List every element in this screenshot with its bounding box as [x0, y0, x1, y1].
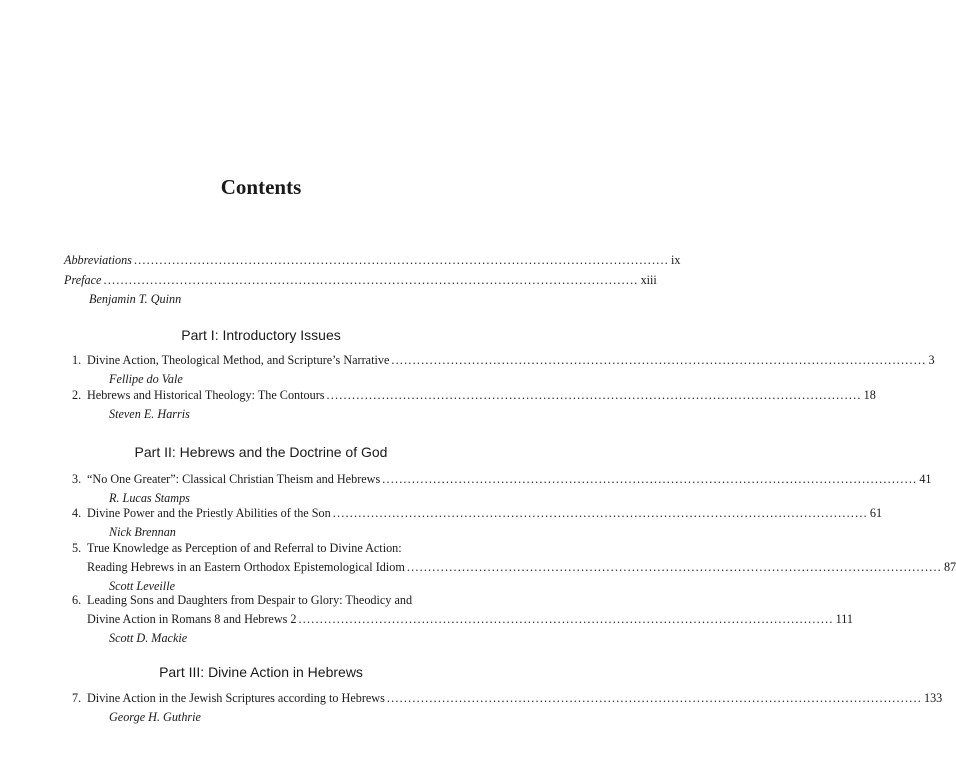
toc-chapter[interactable] — [72, 539, 956, 595]
chapter-title: Hebrews and Historical Theology: The Contours — [87, 388, 325, 402]
chapter-author: Nick Brennan — [109, 525, 176, 539]
chapter-number: 3. — [72, 472, 82, 486]
chapter-title: Divine Action in the Jewish Scriptures according to Hebrews — [87, 691, 385, 705]
entry-label: Preface — [64, 273, 102, 287]
dot-leader: .............................................................................................................................. — [386, 691, 922, 705]
chapter-title: Divine Power and the Priestly Abilities of the Son — [87, 506, 331, 520]
front-matter — [64, 250, 681, 308]
chapter-title: Divine Action, Theological Method, and Scripture’s Narrative — [87, 353, 390, 367]
page-number: xiii — [640, 273, 657, 287]
dot-leader: .............................................................................................................................. — [133, 253, 670, 267]
dot-leader: .............................................................................................................................. — [391, 353, 927, 367]
dot-leader: .............................................................................................................................. — [406, 560, 942, 574]
page-number: 3 — [928, 353, 935, 367]
chapter-title: Leading Sons and Daughters from Despair to Glory: Theodicy and — [87, 593, 413, 607]
toc-entry-preface[interactable] — [64, 270, 657, 290]
toc-chapter[interactable] — [72, 689, 943, 726]
chapter-number: 4. — [72, 506, 82, 520]
chapter-author: R. Lucas Stamps — [109, 491, 190, 505]
chapter-title: “No One Greater”: Classical Christian Theism and Hebrews — [87, 472, 381, 486]
page-number: 87 — [943, 560, 956, 574]
page-number: 61 — [869, 506, 883, 520]
dot-leader: .............................................................................................................................. — [382, 472, 918, 486]
part-heading: Part III: Divine Action in Hebrews — [159, 664, 363, 680]
page-number: 41 — [919, 472, 932, 486]
chapter-author: Scott Leveille — [109, 579, 175, 593]
toc-chapter[interactable] — [72, 591, 854, 647]
chapter-number: 6. — [72, 593, 82, 607]
dot-leader: .............................................................................................................................. — [103, 273, 639, 287]
toc-entry-abbreviations[interactable] — [64, 250, 681, 270]
chapter-title-continued: Divine Action in Romans 8 and Hebrews 2 — [87, 612, 297, 626]
page-number: 18 — [863, 388, 876, 402]
chapter-number: 5. — [72, 541, 82, 555]
entry-label: Abbreviations — [64, 253, 132, 267]
toc-chapter[interactable] — [72, 351, 935, 388]
part-heading: Part I: Introductory Issues — [181, 327, 341, 343]
dot-leader: .............................................................................................................................. — [332, 506, 868, 520]
page-number: ix — [671, 253, 681, 267]
page-title: Contents — [220, 175, 302, 199]
dot-leader: .............................................................................................................................. — [298, 612, 834, 626]
part-heading: Part II: Hebrews and the Doctrine of God — [134, 444, 388, 460]
chapter-author: Steven E. Harris — [109, 407, 190, 421]
toc-chapter[interactable] — [72, 504, 883, 541]
entry-author: Benjamin T. Quinn — [89, 292, 182, 306]
chapter-title-continued: Reading Hebrews in an Eastern Orthodox Epistemological Idiom — [87, 560, 405, 574]
chapter-author: Fellipe do Vale — [109, 372, 183, 386]
page-number: 133 — [923, 691, 943, 705]
chapter-title: True Knowledge as Perception of and Referral to Divine Action: — [87, 541, 402, 555]
chapter-number: 2. — [72, 388, 82, 402]
chapter-number: 1. — [72, 353, 82, 367]
chapter-number: 7. — [72, 691, 82, 705]
toc-chapter[interactable] — [72, 386, 876, 423]
toc-chapter[interactable] — [72, 470, 932, 507]
dot-leader: .............................................................................................................................. — [326, 388, 862, 402]
page-number: 111 — [835, 612, 854, 626]
chapter-author: George H. Guthrie — [109, 710, 201, 724]
chapter-author: Scott D. Mackie — [109, 631, 188, 645]
